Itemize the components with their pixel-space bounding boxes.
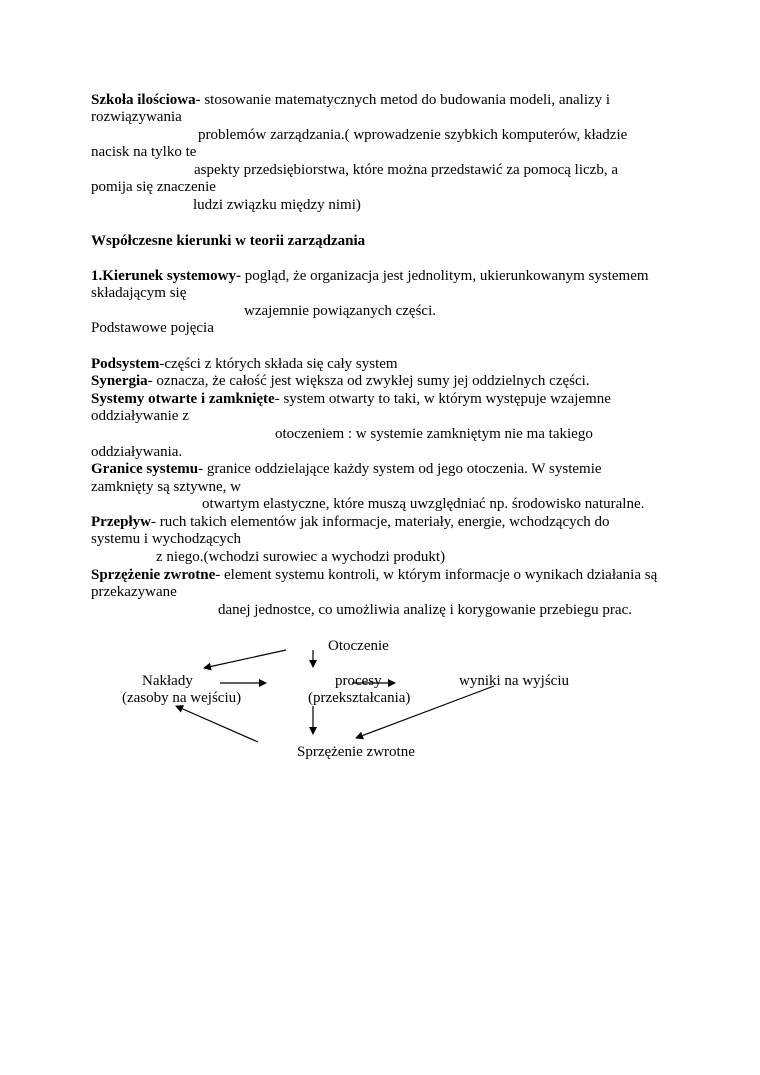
- arrow-sprzezenie-to-naklady: [176, 706, 258, 742]
- diagram-zasoby: (zasoby na wejściu): [122, 690, 242, 706]
- arrow-otoczenie-to-naklady: [204, 650, 286, 668]
- def-systemy-line-4: oddziaływania.: [91, 444, 183, 460]
- diagram-przeksztalcania: (przekształcania): [308, 690, 411, 706]
- kierunek-line-3: wzajemnie powiązanych części.: [244, 303, 436, 319]
- kierunek-line-2: składającym się: [91, 285, 187, 301]
- kierunek-term: 1.Kierunek systemowy-: [91, 268, 241, 284]
- def-granice-line-3: otwartym elastyczne, które muszą uwzględniać np. środowisko naturalne.: [202, 496, 645, 512]
- diagram-naklady: Nakłady: [142, 673, 193, 689]
- diagram-wyniki: wyniki na wyjściu: [459, 673, 569, 689]
- def-granice-line-1: Granice systemu- granice oddzielające każdy system od jego otoczenia. W systemie: [91, 461, 602, 477]
- def-przeplyw-line-3: z niego.(wchodzi surowiec a wychodzi produkt): [156, 549, 446, 565]
- kierunek-line-1: 1.Kierunek systemowy- pogląd, że organizacja jest jednolitym, ukierunkowanym systemem: [91, 268, 649, 284]
- skola-term: Szkoła ilościowa: [91, 92, 196, 108]
- skola-line-7: ludzi związku między nimi): [193, 197, 361, 213]
- skola-line-5: aspekty przedsiębiorstwa, które można przedstawić za pomocą liczb, a: [194, 162, 618, 178]
- def-synergia: Synergia- oznacza, że całość jest większa od zwykłej sumy jej oddzielnych części.: [91, 373, 590, 389]
- def-sprzezenie-line-2: przekazywane: [91, 584, 177, 600]
- skola-line-1: Szkoła ilościowa- stosowanie matematycznych metod do budowania modeli, analizy i: [91, 92, 611, 108]
- def-podsystem: Podsystem-części z których składa się cały system: [91, 356, 398, 372]
- skola-line-4: nacisk na tylko te: [91, 144, 197, 160]
- def-granice-line-2: zamknięty są sztywne, w: [91, 479, 241, 495]
- skola-line-3: problemów zarządzania.( wprowadzenie szybkich komputerów, kładzie: [198, 127, 628, 143]
- def-sprzezenie-line-1: Sprzężenie zwrotne- element systemu kontroli, w którym informacje o wynikach działania są: [91, 567, 658, 583]
- diagram-otoczenie: Otoczenie: [328, 638, 389, 654]
- diagram-sprzezenie: Sprzężenie zwrotne: [297, 744, 415, 760]
- diagram-procesy: procesy: [335, 673, 382, 689]
- def-systemy-line-2: oddziaływanie z: [91, 408, 189, 424]
- def-systemy-line-3: otoczeniem : w systemie zamkniętym nie ma takiego: [275, 426, 593, 442]
- skola-line-6: pomija się znaczenie: [91, 179, 216, 195]
- def-przeplyw-line-2: systemu i wychodzących: [91, 531, 241, 547]
- def-sprzezenie-line-3: danej jednostce, co umożliwia analizę i korygowanie przebiegu prac.: [218, 602, 632, 618]
- podstawowe-pojecia: Podstawowe pojęcia: [91, 320, 214, 336]
- def-systemy-line-1: Systemy otwarte i zamknięte- system otwarty to taki, w którym występuje wzajemne: [91, 391, 611, 407]
- skola-line-2: rozwiązywania: [91, 109, 182, 125]
- def-przeplyw-line-1: Przepływ- ruch takich elementów jak informacje, materiały, energie, wchodzących do: [91, 514, 610, 530]
- arrow-wyniki-to-sprzezenie: [356, 686, 494, 738]
- section-heading: Współczesne kierunki w teorii zarządzania: [91, 233, 366, 249]
